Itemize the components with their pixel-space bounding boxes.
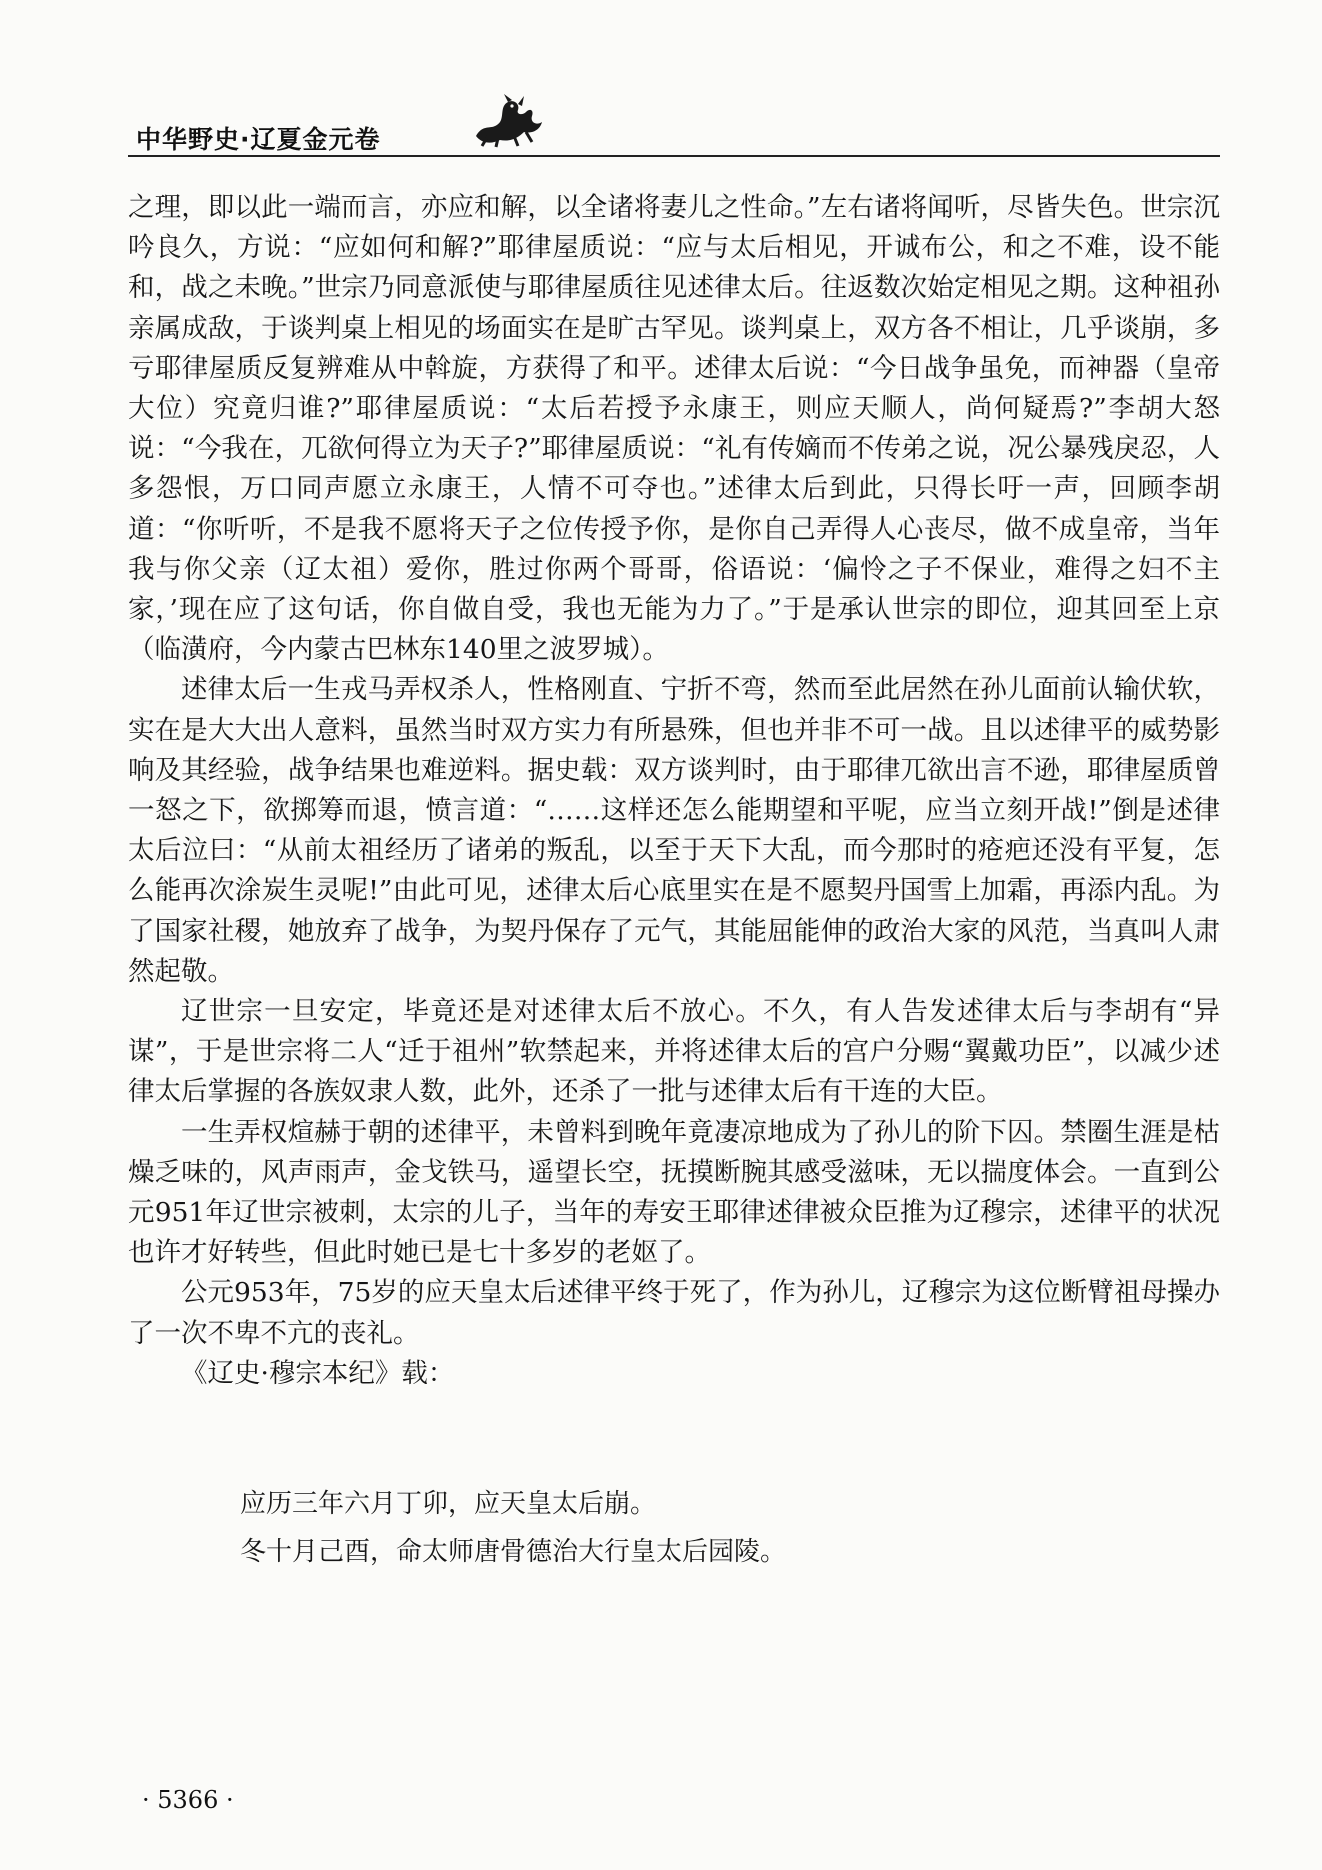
page-number: · 5366 · <box>142 1786 234 1814</box>
body-text <box>128 188 1220 1394</box>
paragraph: 一生弄权煊赫于朝的述律平，未曾料到晚年竟凄凉地成为了孙儿的阶下囚。禁圈生涯是枯燥乏味的，风声雨声，金戈铁马，遥望长空，抚摸断腕其感受滋味，无以揣度体会。一直到公元951年辽世宗被刺，太宗的儿子，当年的寿安王耶律述律被众臣推为辽穆宗，述律平的状况也许才好转些，但此时她已是七十多岁的老妪了。 <box>128 1116 1220 1269</box>
running-header <box>128 92 1220 154</box>
dragon-icon <box>470 92 550 148</box>
book-title: 中华野史·辽夏金元卷 <box>136 125 381 154</box>
quote-line: 应历三年六月丁卯，应天皇太后崩。 <box>240 1489 657 1519</box>
block-quote <box>240 1480 1140 1576</box>
paragraph: 述律太后一生戎马弄权杀人，性格刚直、宁折不弯，然而至此居然在孙儿面前认输伏软，实在是大大出人意料，虽然当时双方实力有所悬殊，但也并非不可一战。且以述律平的威势影响及其经验，战争结果也难逆料。据史载：双方谈判时，由于耶律兀欲出言不逊，耶律屋质曾一怒之下，欲掷筹而退，愤言道：“……这样还怎么能期望和平呢，应当立刻开战!”倒是述律太后泣曰：“从前太祖经历了诸弟的叛乱，以至于天下大乱，而今那时的疮疤还没有平复，怎么能再次涂炭生灵呢!”由此可见，述律太后心底里实在是不愿契丹国雪上加霜，再添内乱。为了国家社稷，她放弃了战争，为契丹保存了元气，其能屈能伸的政治大家的风范，当真叫人肃然起敬。 <box>128 674 1220 987</box>
paragraph: 之理，即以此一端而言，亦应和解，以全诸将妻儿之性命。”左右诸将闻听，尽皆失色。世宗沉吟良久，方说：“应如何和解?”耶律屋质说：“应与太后相见，开诚布公，和之不难，设不能和，战之未晚。”世宗乃同意派使与耶律屋质往见述律太后。往返数次始定相见之期。这种祖孙亲属成敌，于谈判桌上相见的场面实在是旷古罕见。谈判桌上，双方各不相让，几乎谈崩，多亏耶律屋质反复辨难从中斡旋，方获得了和平。述律太后说：“今日战争虽免，而神器（皇帝大位）究竟归谁?”耶律屋质说：“太后若授予永康王，则应天顺人，尚何疑焉?”李胡大怒说：“今我在，兀欲何得立为天子?”耶律屋质说：“礼有传嫡而不传弟之说，况公暴残戾忍，人多怨恨，万口同声愿立永康王，人情不可夺也。”述律太后到此，只得长吁一声，回顾李胡道：“你听听，不是我不愿将天子之位传授予你，是你自己弄得人心丧尽，做不成皇帝，当年我与你父亲（辽太祖）爱你，胜过你两个哥哥，俗语说：‘偏怜之子不保业，难得之妇不主家，’现在应了这句话，你自做自受，我也无能为力了。”于是承认世宗的即位，迎其回至上京（临潢府，今内蒙古巴林东140里之波罗城）。 <box>128 192 1220 666</box>
quote-line: 冬十月己酉，命太师唐骨德治大行皇太后园陵。 <box>240 1537 787 1567</box>
paragraph: 公元953年，75岁的应天皇太后述律平终于死了，作为孙儿，辽穆宗为这位断臂祖母操办了一次不卑不亢的丧礼。 <box>128 1277 1220 1349</box>
paragraph: 辽世宗一旦安定，毕竟还是对述律太后不放心。不久，有人告发述律太后与李胡有“异谋”，于是世宗将二人“迁于祖州”软禁起来，并将述律太后的宫户分赐“翼戴功臣”，以减少述律太后掌握的各族奴隶人数，此外，还杀了一批与述律太后有干连的大臣。 <box>128 996 1220 1108</box>
header-rule <box>128 155 1220 157</box>
paragraph: 《辽史·穆宗本纪》载： <box>181 1357 455 1389</box>
